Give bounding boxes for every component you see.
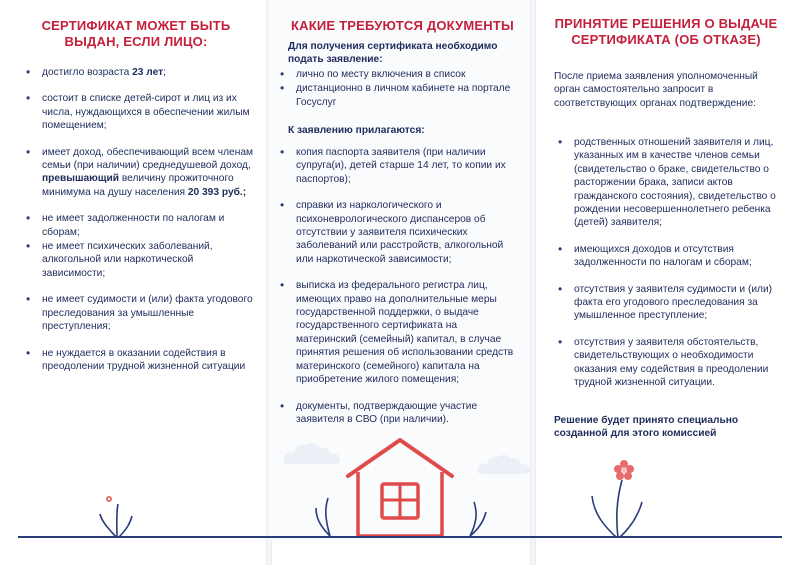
house-icon (310, 436, 490, 540)
attachments-list (276, 146, 518, 439)
eligibility-list (22, 66, 258, 386)
list-item: • не имеет судимости и (или) факта угодового преследования за умышленные преступления; (22, 293, 258, 333)
list-item: • выписка из федерального регистра лиц, имеющих право на дополнительные меры государственной поддержки, о выдаче государственного сертификата на материнский (семейный) капитал, в случае принятия решения об использовании средств материнского (семейного) капитала на приобретение жилого помещения; (276, 279, 518, 386)
documents-intro: Для получения сертификата необходимо подать заявление: (288, 41, 498, 66)
list-item: • не нуждается в оказании содействия в преодолении трудной жизненной ситуации (22, 347, 258, 374)
column-documents (270, 0, 532, 540)
list-item: • состоит в списке детей-сирот и лиц из их числа, нуждающихся в обеспечении жилым помещением; (22, 92, 258, 132)
ground-line (18, 536, 782, 538)
list-item: • имеет доход, обеспечивающий всем членам семьи (при наличии) среднедушевой доход, превышающий величину прожиточного минимума на душу населения 20 393 руб.; (22, 146, 258, 200)
list-item: • лично по месту включения в список (276, 68, 516, 81)
decision-intro: После приема заявления уполномоченный орган самостоятельно запросит в соответствующих органах подтверждение: (554, 71, 758, 109)
list-item: • отсутствия у заявителя обстоятельств, свидетельствующих о необходимости оказания ему содействия в преодолении трудной жизненной ситуации. (554, 336, 786, 390)
documents-title: КАКИЕ ТРЕБУЮТСЯ ДОКУМЕНТЫ (291, 18, 514, 33)
list-item: • отсутствия у заявителя судимости и (или) факта его угодового преследования за умышленное преступление; (554, 283, 786, 323)
flower-icon (92, 484, 142, 538)
list-item: • достигло возраста 23 лет; (22, 66, 258, 79)
apply-methods-list (276, 68, 516, 110)
list-item: • не имеет психических заболеваний, алкогольной или наркотической зависимости; (22, 240, 258, 280)
list-item: • имеющихся доходов и отсутствия задолженности по налогам и сборам; (554, 243, 786, 270)
flower-icon (586, 456, 646, 538)
verification-list (554, 136, 786, 403)
decision-title: ПРИНЯТИЕ РЕШЕНИЯ О ВЫДАЧЕ СЕРТИФИКАТА (ОБ ОТКАЗЕ) (554, 16, 778, 47)
list-item: • справки из наркологического и психоневрологического диспансеров об отсутствии у заявителя психических заболеваний или расстройств, алкогольной или наркотической зависимости; (276, 199, 518, 266)
column-eligibility (0, 0, 268, 540)
attachments-title: К заявлению прилагаются: (288, 125, 425, 136)
column-decision (534, 0, 800, 540)
list-item: • документы, подтверждающие участие заявителя в СВО (при наличии). (276, 400, 518, 427)
list-item: • дистанционно в личном кабинете на портале Госуслуг (276, 82, 516, 109)
decision-note: Решение будет принято специально созданной для этого комиссией (554, 415, 739, 440)
list-item: • родственных отношений заявителя и лиц, указанных им в качестве членов семьи (свидетельство о браке, свидетельство о расторжении брака, записи актов гражданского состояния), свидетельство о рождении несовершеннолетнего ребенка (детей) заявителя; (554, 136, 786, 230)
list-item: • копия паспорта заявителя (при наличии супруга(и), детей старше 14 лет, то копии их паспортов); (276, 146, 518, 186)
eligibility-title: СЕРТИФИКАТ МОЖЕТ БЫТЬ ВЫДАН, ЕСЛИ ЛИЦО: (41, 18, 231, 49)
list-item: • не имеет задолженности по налогам и сборам; (22, 212, 258, 239)
